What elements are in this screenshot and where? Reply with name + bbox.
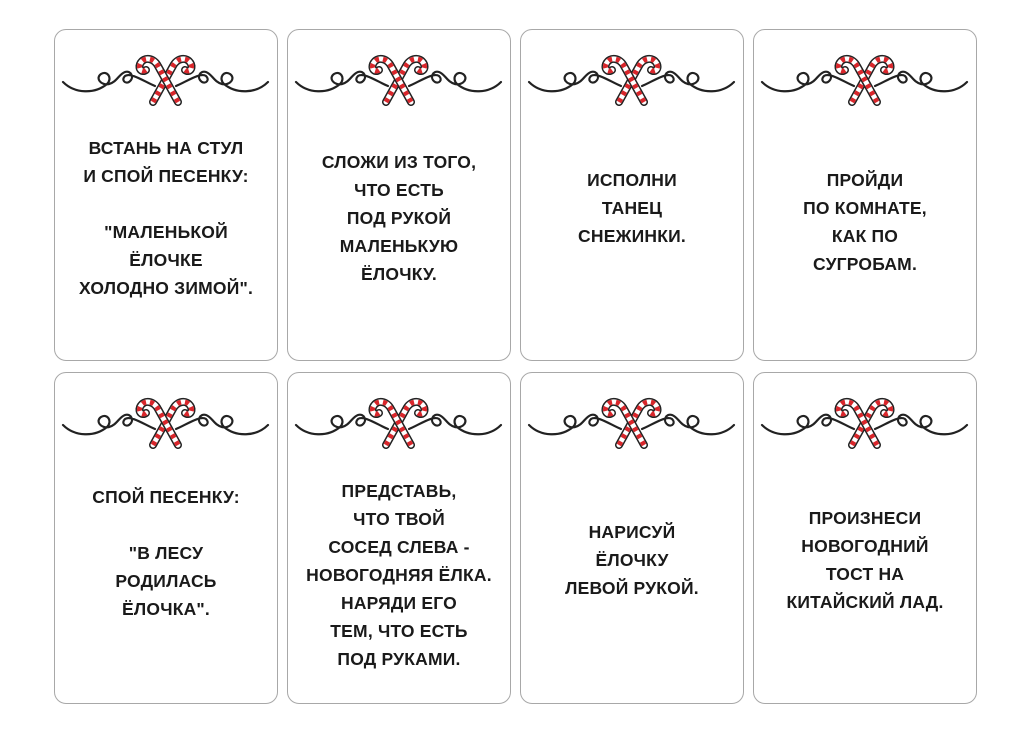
task-card-2 [287,29,511,361]
card-text: ПРОЙДИ ПО КОМНАТЕ, КАК ПО СУГРОБАМ. [803,170,927,274]
task-card-5 [54,372,278,704]
task-card-7 [520,372,744,704]
candy-canes-icon [55,42,276,122]
candy-canes-icon [754,42,975,122]
task-card-3 [520,29,744,361]
task-card-1 [54,29,278,361]
card-text: НАРИСУЙ ЁЛОЧКУ ЛЕВОЙ РУКОЙ. [565,522,699,598]
candy-canes-icon [55,385,276,465]
card-text: ПРЕДСТАВЬ, ЧТО ТВОЙ СОСЕД СЛЕВА - НОВОГОДНЯЯ ЁЛКА. НАРЯДИ ЕГО ТЕМ, ЧТО ЕСТЬ ПОД РУКАМИ. [306,481,492,669]
task-card-8 [753,372,977,704]
card-text: ПРОИЗНЕСИ НОВОГОДНИЙ ТОСТ НА КИТАЙСКИЙ ЛАД. [786,508,944,612]
card-text: СЛОЖИ ИЗ ТОГО, ЧТО ЕСТЬ ПОД РУКОЙ МАЛЕНЬКУЮ ЁЛОЧКУ. [321,152,477,284]
candy-canes-icon [754,385,975,465]
candy-canes-icon [288,42,509,122]
card-text: ИСПОЛНИ ТАНЕЦ СНЕЖИНКИ. [578,170,686,246]
candy-canes-icon [521,385,742,465]
task-card-4 [753,29,977,361]
candy-canes-icon [521,42,742,122]
task-card-6 [287,372,511,704]
card-text: СПОЙ ПЕСЕНКУ: "В ЛЕСУ РОДИЛАСЬ ЁЛОЧКА". [92,487,240,619]
card-text: ВСТАНЬ НА СТУЛ И СПОЙ ПЕСЕНКУ: "МАЛЕНЬКОЙ ЁЛОЧКЕ ХОЛОДНО ЗИМОЙ". [78,138,254,298]
candy-canes-icon [288,385,509,465]
